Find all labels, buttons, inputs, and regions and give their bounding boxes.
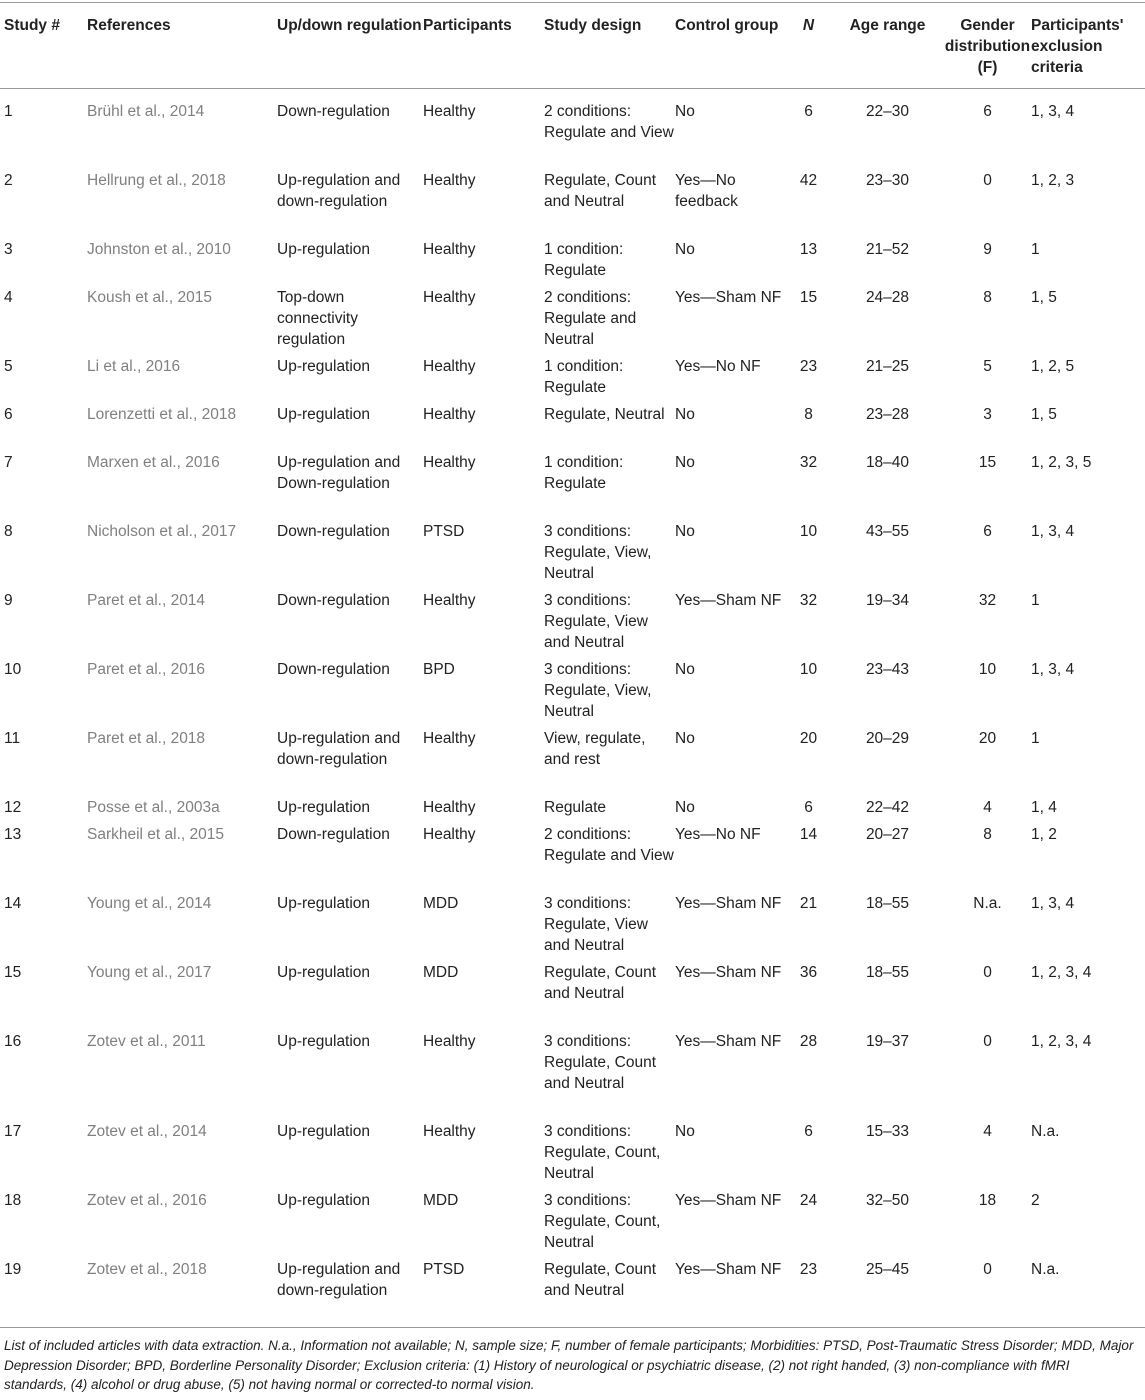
cell-age-range: 23–28 (865, 405, 910, 423)
cell-n: 6 (804, 1122, 813, 1140)
cell-reference: Koush et al., 2015 (87, 288, 212, 306)
cell-participants: Healthy (423, 729, 476, 747)
cell-exclusion-criteria: 1, 2 (1031, 825, 1057, 843)
cell-exclusion-criteria: 1, 3, 4 (1031, 660, 1075, 678)
cell-exclusion-criteria: 1, 3, 4 (1031, 522, 1075, 540)
cell-study-design: 3 conditions: Regulate, View and Neutral (544, 894, 648, 954)
cell-exclusion-criteria: 1, 3, 4 (1031, 894, 1075, 912)
cell-gender-distribution: 4 (983, 1122, 992, 1140)
cell-reference: Brühl et al., 2014 (87, 103, 205, 120)
cell-gender-distribution: 0 (983, 1260, 992, 1278)
cell-n: 20 (799, 729, 818, 747)
cell-study-number: 3 (4, 240, 13, 258)
cell-study-number: 7 (4, 453, 13, 471)
cell-participants: Healthy (423, 357, 476, 375)
cell-age-range: 19–37 (865, 1032, 910, 1050)
cell-gender-distribution: 6 (983, 103, 992, 120)
cell-participants: BPD (423, 660, 455, 678)
cell-study-design: 2 conditions: Regulate and View (544, 103, 674, 141)
table-row (0, 1121, 1145, 1190)
table-row (0, 797, 1145, 824)
table-row (0, 590, 1145, 659)
cell-reference: Paret et al., 2018 (87, 729, 206, 747)
table-row (0, 728, 1145, 797)
cell-control-group: No (675, 453, 695, 471)
cell-exclusion-criteria: 1 (1031, 729, 1040, 747)
header-gender-distribution: Gender distribution (F) (944, 17, 1031, 76)
cell-regulation: Down-regulation (277, 522, 390, 540)
cell-n: 28 (799, 1032, 818, 1050)
cell-n: 32 (799, 591, 818, 609)
cell-exclusion-criteria: 1, 2, 3, 5 (1031, 453, 1092, 471)
cell-study-design: Regulate, Count and Neutral (544, 171, 657, 210)
cell-participants: MDD (423, 894, 459, 912)
table-row (0, 1031, 1145, 1121)
cell-gender-distribution: 0 (983, 963, 992, 981)
cell-control-group: No (675, 798, 695, 816)
cell-control-group: Yes—Sham NF (675, 1260, 782, 1278)
header-control-group: Control group (675, 17, 779, 34)
cell-regulation: Up-regulation and down-regulation (277, 171, 401, 210)
cell-regulation: Down-regulation (277, 103, 390, 120)
cell-reference: Posse et al., 2003a (87, 798, 220, 816)
header-age-range: Age range (849, 17, 926, 34)
cell-exclusion-criteria: 1 (1031, 591, 1040, 609)
cell-reference: Zotev et al., 2014 (87, 1122, 207, 1140)
cell-regulation: Down-regulation (277, 825, 390, 843)
cell-gender-distribution: 0 (983, 1032, 992, 1050)
cell-study-number: 13 (4, 825, 22, 843)
table-row (0, 962, 1145, 1031)
cell-control-group: No (675, 522, 695, 540)
cell-age-range: 15–33 (865, 1122, 910, 1140)
cell-reference: Young et al., 2014 (87, 894, 212, 912)
cell-regulation: Up-regulation (277, 357, 371, 375)
cell-study-number: 10 (4, 660, 22, 678)
cell-study-number: 2 (4, 171, 13, 189)
cell-n: 13 (799, 240, 818, 258)
cell-age-range: 23–43 (865, 660, 910, 678)
cell-study-design: 2 conditions: Regulate and Neutral (544, 288, 637, 348)
cell-regulation: Up-regulation (277, 1191, 371, 1209)
cell-participants: Healthy (423, 103, 476, 120)
cell-study-number: 18 (4, 1191, 22, 1209)
cell-age-range: 43–55 (865, 522, 910, 540)
header-study-design: Study design (544, 17, 642, 34)
cell-regulation: Down-regulation (277, 591, 390, 609)
cell-study-design: 2 conditions: Regulate and View (544, 825, 674, 864)
cell-age-range: 21–25 (865, 357, 910, 375)
cell-n: 42 (799, 171, 818, 189)
cell-study-number: 14 (4, 894, 22, 912)
cell-reference: Johnston et al., 2010 (87, 240, 231, 258)
cell-regulation: Up-regulation and down-regulation (277, 729, 401, 768)
cell-regulation: Top-down connectivity regulation (277, 288, 358, 348)
table-row (0, 824, 1145, 893)
cell-gender-distribution: 5 (983, 357, 992, 375)
cell-control-group: No (675, 729, 695, 747)
cell-reference: Lorenzetti et al., 2018 (87, 405, 237, 423)
cell-exclusion-criteria: 2 (1031, 1191, 1040, 1209)
cell-age-range: 20–27 (865, 825, 910, 843)
cell-gender-distribution: 8 (983, 825, 992, 843)
cell-gender-distribution: 6 (983, 522, 992, 540)
cell-participants: Healthy (423, 453, 476, 471)
cell-regulation: Up-regulation (277, 405, 371, 423)
cell-control-group: No (675, 240, 695, 258)
header-n: N (802, 17, 815, 34)
cell-n: 23 (799, 1260, 818, 1278)
table-row (0, 404, 1145, 452)
cell-exclusion-criteria: 1, 2, 5 (1031, 357, 1075, 375)
cell-study-design: View, regulate, and rest (544, 729, 646, 768)
cell-reference: Hellrung et al., 2018 (87, 171, 226, 189)
cell-reference: Paret et al., 2016 (87, 660, 206, 678)
cell-study-design: 1 condition: Regulate (544, 357, 624, 396)
cell-age-range: 32–50 (865, 1191, 910, 1209)
cell-n: 24 (799, 1191, 818, 1209)
cell-gender-distribution: N.a. (973, 894, 1002, 912)
cell-study-number: 11 (4, 729, 21, 747)
cell-control-group: Yes—No feedback (675, 171, 738, 210)
cell-study-design: 1 condition: Regulate (544, 240, 624, 279)
cell-reference: Nicholson et al., 2017 (87, 522, 237, 540)
cell-age-range: 18–40 (865, 453, 910, 471)
cell-n: 10 (799, 522, 818, 540)
cell-study-design: Regulate, Count and Neutral (544, 963, 657, 1002)
table-row (0, 1190, 1145, 1259)
cell-study-number: 17 (4, 1122, 22, 1140)
header-regulation: Up/down regulation (277, 17, 422, 34)
cell-control-group: No (675, 405, 695, 423)
cell-control-group: No (675, 660, 695, 678)
cell-exclusion-criteria: 1, 5 (1031, 288, 1057, 306)
cell-exclusion-criteria: N.a. (1031, 1122, 1060, 1140)
table-row (0, 452, 1145, 521)
cell-control-group: Yes—Sham NF (675, 288, 782, 306)
cell-n: 21 (799, 894, 818, 912)
cell-exclusion-criteria: 1, 2, 3, 4 (1031, 1032, 1092, 1050)
cell-reference: Zotev et al., 2011 (87, 1032, 206, 1050)
cell-study-number: 6 (4, 405, 13, 423)
cell-reference: Zotev et al., 2018 (87, 1260, 207, 1278)
table-row (0, 1259, 1145, 1328)
cell-participants: Healthy (423, 288, 476, 306)
cell-gender-distribution: 3 (983, 405, 992, 423)
cell-gender-distribution: 20 (978, 729, 997, 747)
cell-n: 23 (799, 357, 818, 375)
header-references: References (87, 17, 171, 34)
cell-control-group: Yes—Sham NF (675, 963, 782, 981)
cell-study-number: 12 (4, 798, 22, 816)
cell-control-group: Yes—No NF (675, 357, 761, 375)
cell-age-range: 18–55 (865, 963, 910, 981)
cell-gender-distribution: 9 (983, 240, 992, 258)
cell-participants: PTSD (423, 1260, 465, 1278)
cell-study-design: 3 conditions: Regulate, Count, Neutral (544, 1122, 661, 1182)
cell-participants: MDD (423, 1191, 459, 1209)
cell-gender-distribution: 0 (983, 171, 992, 189)
cell-age-range: 21–52 (865, 240, 910, 258)
cell-exclusion-criteria: 1, 2, 3, 4 (1031, 963, 1092, 981)
table-row (0, 356, 1145, 404)
cell-age-range: 22–42 (865, 798, 910, 816)
table-row (0, 239, 1145, 287)
cell-study-number: 16 (4, 1032, 22, 1050)
cell-study-design: 3 conditions: Regulate, View, Neutral (544, 522, 652, 582)
cell-control-group: Yes—Sham NF (675, 1032, 782, 1050)
cell-age-range: 22–30 (865, 103, 910, 120)
cell-study-design: 1 condition: Regulate (544, 453, 624, 492)
cell-n: 14 (799, 825, 818, 843)
cell-participants: Healthy (423, 171, 476, 189)
cell-study-number: 19 (4, 1260, 22, 1278)
cell-control-group: No (675, 103, 695, 120)
cell-n: 6 (804, 103, 813, 120)
cell-participants: PTSD (423, 522, 465, 540)
studies-table (0, 2, 1145, 1328)
cell-age-range: 20–29 (865, 729, 910, 747)
cell-participants: MDD (423, 963, 459, 981)
cell-exclusion-criteria: 1, 3, 4 (1031, 103, 1075, 120)
cell-exclusion-criteria: 1, 4 (1031, 798, 1057, 816)
cell-regulation: Down-regulation (277, 660, 390, 678)
table-row (0, 659, 1145, 728)
cell-exclusion-criteria: 1 (1031, 240, 1040, 258)
cell-reference: Li et al., 2016 (87, 357, 181, 375)
cell-gender-distribution: 32 (978, 591, 997, 609)
cell-gender-distribution: 4 (983, 798, 992, 816)
cell-study-design: Regulate, Count and Neutral (544, 1260, 657, 1299)
cell-age-range: 25–45 (865, 1260, 910, 1278)
cell-reference: Sarkheil et al., 2015 (87, 825, 225, 843)
table-row (0, 893, 1145, 962)
header-study-number: Study # (4, 17, 60, 34)
cell-exclusion-criteria: 1, 5 (1031, 405, 1057, 423)
cell-regulation: Up-regulation (277, 963, 371, 981)
cell-n: 36 (799, 963, 818, 981)
cell-reference: Zotev et al., 2016 (87, 1191, 207, 1209)
cell-participants: Healthy (423, 591, 476, 609)
cell-regulation: Up-regulation and down-regulation (277, 1260, 401, 1299)
cell-study-number: 1 (4, 103, 13, 120)
cell-participants: Healthy (423, 240, 476, 258)
cell-n: 10 (799, 660, 818, 678)
cell-age-range: 19–34 (865, 591, 910, 609)
table-row (0, 89, 1145, 170)
table-row (0, 521, 1145, 590)
cell-regulation: Up-regulation and Down-regulation (277, 453, 401, 492)
cell-gender-distribution: 15 (978, 453, 997, 471)
table-row (0, 170, 1145, 239)
cell-participants: Healthy (423, 825, 476, 843)
cell-study-number: 15 (4, 963, 22, 981)
cell-study-design: Regulate (544, 798, 607, 816)
cell-exclusion-criteria: 1, 2, 3 (1031, 171, 1075, 189)
cell-study-number: 5 (4, 357, 13, 375)
table-footnote: List of included articles with data extraction. N.a., Information not available; N, sample size; F, number of female participants; Morbidities: PTSD, Post-Traumatic Stress Disorder; MDD, Major Depression Disorder; BPD, Borderline Personality Disorder; Exclusion criteria: (1) History of neurological or psychiatric disease, (2) not right handed, (3) non-compliance with fMRI standards, (4) alcohol or drug abuse, (5) not having normal or corrected-to normal vision. (4, 1338, 1134, 1392)
cell-study-number: 4 (4, 288, 13, 306)
cell-participants: Healthy (423, 405, 476, 423)
cell-study-number: 9 (4, 591, 13, 609)
cell-study-design: 3 conditions: Regulate, View and Neutral (544, 591, 648, 651)
table-header-row (0, 3, 1145, 89)
header-participants: Participants (423, 17, 512, 34)
cell-regulation: Up-regulation (277, 1122, 371, 1140)
cell-study-design: 3 conditions: Regulate, Count, Neutral (544, 1191, 661, 1251)
cell-reference: Paret et al., 2014 (87, 591, 206, 609)
cell-study-design: 3 conditions: Regulate, Count and Neutral (544, 1032, 657, 1092)
cell-study-design: 3 conditions: Regulate, View, Neutral (544, 660, 652, 720)
cell-n: 8 (804, 405, 813, 423)
cell-reference: Marxen et al., 2016 (87, 453, 220, 471)
cell-control-group: Yes—No NF (675, 825, 761, 843)
cell-control-group: Yes—Sham NF (675, 1191, 782, 1209)
cell-regulation: Up-regulation (277, 798, 371, 816)
cell-exclusion-criteria: N.a. (1031, 1260, 1060, 1278)
cell-age-range: 18–55 (865, 894, 910, 912)
cell-study-design: Regulate, Neutral (544, 405, 665, 423)
cell-control-group: Yes—Sham NF (675, 894, 782, 912)
cell-participants: Healthy (423, 1032, 476, 1050)
table-row (0, 287, 1145, 356)
cell-n: 15 (799, 288, 818, 306)
cell-control-group: No (675, 1122, 695, 1140)
cell-gender-distribution: 18 (978, 1191, 997, 1209)
cell-age-range: 23–30 (865, 171, 910, 189)
cell-gender-distribution: 8 (983, 288, 992, 306)
cell-n: 32 (799, 453, 818, 471)
header-exclusion-criteria: Participants' exclusion criteria (1031, 17, 1124, 76)
cell-participants: Healthy (423, 798, 476, 816)
cell-n: 6 (804, 798, 813, 816)
cell-regulation: Up-regulation (277, 894, 371, 912)
cell-control-group: Yes—Sham NF (675, 591, 782, 609)
cell-study-number: 8 (4, 522, 13, 540)
cell-reference: Young et al., 2017 (87, 963, 212, 981)
cell-age-range: 24–28 (865, 288, 910, 306)
cell-regulation: Up-regulation (277, 240, 371, 258)
cell-gender-distribution: 10 (978, 660, 997, 678)
cell-participants: Healthy (423, 1122, 476, 1140)
cell-regulation: Up-regulation (277, 1032, 371, 1050)
